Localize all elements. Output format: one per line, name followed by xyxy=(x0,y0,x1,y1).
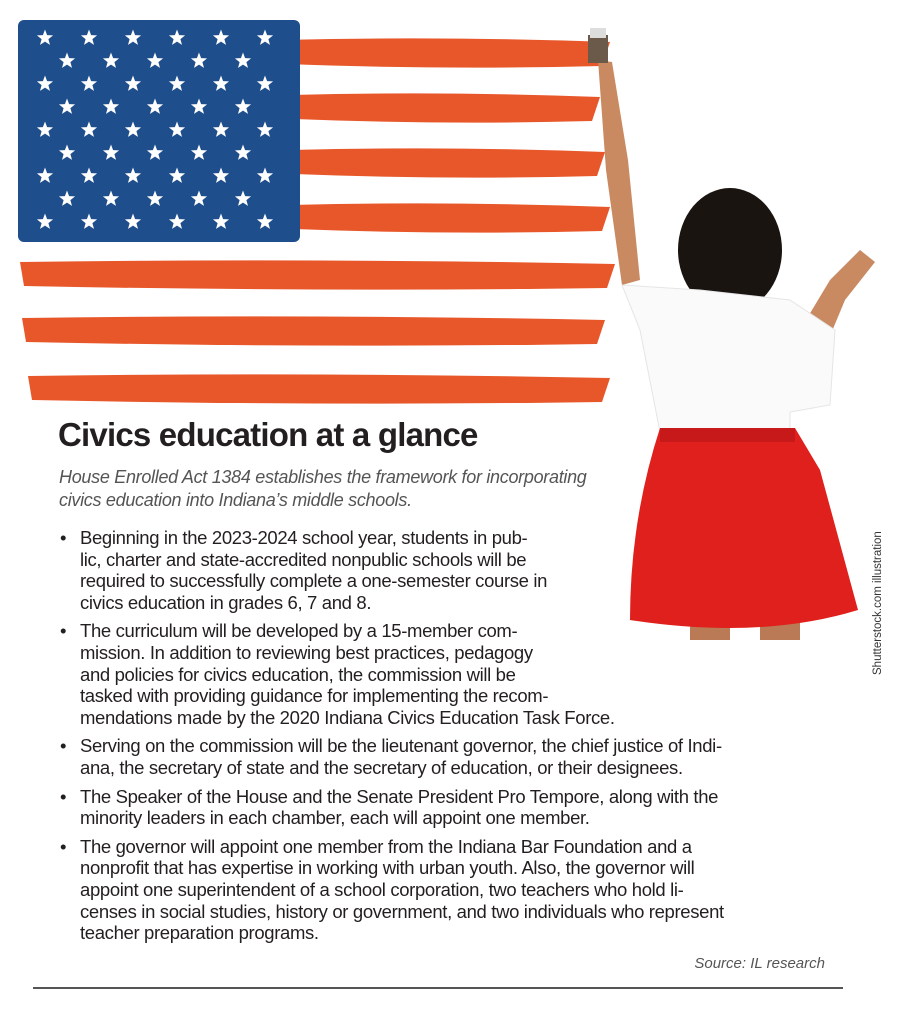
bullet-line: teacher preparation programs. xyxy=(80,922,319,944)
bullet-line: ana, the secretary of state and the secretary of education, or their designees. xyxy=(80,756,683,778)
photo-credit: Shutterstock.com illustration xyxy=(872,531,884,675)
bullet-line: mission. In addition to reviewing best practices, pedagogy xyxy=(80,641,533,663)
bullet-line: The curriculum will be developed by a 15-member com- xyxy=(80,620,518,642)
flag-stripe xyxy=(28,374,610,403)
bullet-line: censes in social studies, history or government, and two individuals who represent xyxy=(80,900,724,922)
flag-stripe xyxy=(290,93,600,122)
bullet-icon: • xyxy=(60,735,67,757)
subtitle-line: civics education into Indiana’s middle schools. xyxy=(59,490,412,510)
subtitle-line: House Enrolled Act 1384 establishes the framework for incorporating xyxy=(59,467,587,487)
bullet-item xyxy=(60,735,840,778)
bullet-line: The governor will appoint one member from the Indiana Bar Foundation and a xyxy=(80,835,692,857)
bullet-line: nonprofit that has expertise in working with urban youth. Also, the governor will xyxy=(80,857,695,879)
source-note: Source: IL research xyxy=(694,955,825,972)
flag-stripe xyxy=(290,203,610,232)
bullet-item xyxy=(60,527,840,613)
bullet-item xyxy=(60,836,840,944)
bottom-rule xyxy=(33,987,843,989)
bullet-line: Beginning in the 2023-2024 school year, students in pub- xyxy=(80,527,528,548)
bullet-line: The Speaker of the House and the Senate President Pro Tempore, along with the xyxy=(80,785,719,807)
bullet-icon: • xyxy=(60,835,67,857)
bullet-icon: • xyxy=(60,785,67,807)
bullet-line: minority leaders in each chamber, each will appoint one member. xyxy=(80,807,590,829)
infographic-title: Civics education at a glance xyxy=(58,416,478,453)
bullet-line: Serving on the commission will be the lieutenant governor, the chief justice of Indi- xyxy=(80,735,722,757)
bullet-line: and policies for civics education, the commission will be xyxy=(80,663,516,685)
infographic-subtitle xyxy=(59,466,587,512)
flag-stripe xyxy=(20,260,615,289)
flag-stripe xyxy=(22,316,605,345)
flag-canton xyxy=(18,20,300,242)
bullet-line: required to successfully complete a one-semester course in xyxy=(80,570,548,592)
bullet-line: lic, charter and state-accredited nonpublic schools will be xyxy=(80,548,527,570)
bullet-item xyxy=(60,620,840,728)
flag-stripe xyxy=(290,148,605,177)
bullet-line: mendations made by the 2020 Indiana Civics Education Task Force. xyxy=(80,706,615,728)
bullet-icon: • xyxy=(60,527,67,548)
flag-stripe xyxy=(280,38,610,67)
bullet-line: tasked with providing guidance for implementing the recom- xyxy=(80,685,549,707)
bullet-line: appoint one superintendent of a school corporation, two teachers who hold li- xyxy=(80,878,684,900)
bullet-list xyxy=(60,527,840,951)
bullet-item xyxy=(60,786,840,829)
bullet-icon: • xyxy=(60,620,67,642)
bullet-line: civics education in grades 6, 7 and 8. xyxy=(80,591,372,613)
